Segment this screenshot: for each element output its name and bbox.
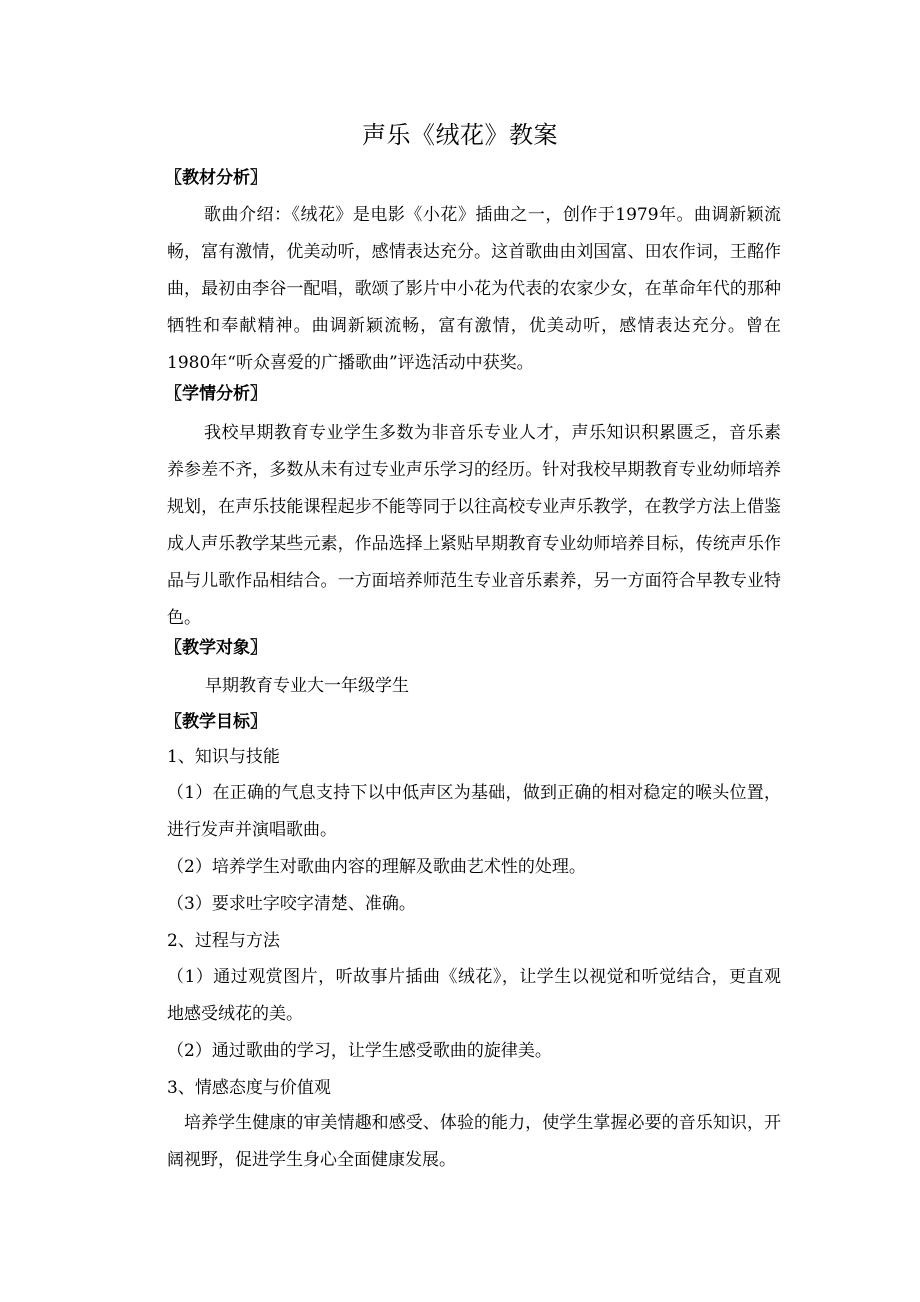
goal-part1-item-3: （3）要求吐字咬字清楚、准确。 <box>167 894 416 914</box>
document-title: 声乐《绒花》教案 <box>362 121 558 149</box>
student-analysis-paragraph: 我校早期教育专业学生多数为非音乐专业人才，声乐知识积累匮乏，音乐素养参差不齐，多数从未有过专业声乐学习的经历。针对我校早期教育专业幼师培养规划，在声乐技能课程起步不能等同于以往高校专业声乐教学，在教学方法上借鉴成人声乐教学某些元素，作品选择上紧贴早期教育专业幼师培养目标，传统声乐作品与儿歌作品相结合。一方面培养师范生专业音乐素养，另一方面符合早教专业特色。 <box>167 423 781 628</box>
goal-part3-paragraph: 培养学生健康的审美情趣和感受、体验的能力，使学生掌握必要的音乐知识，开阔视野，促进学生身心全面健康发展。 <box>167 1113 781 1170</box>
goal-part1-item-2: （2）培养学生对歌曲内容的理解及歌曲艺术性的处理。 <box>167 857 586 877</box>
heading-teaching-goals: 〖教学目标〗 <box>165 712 267 732</box>
goal-part1-title: 1、知识与技能 <box>167 747 280 767</box>
goal-part3-title: 3、情感态度与价值观 <box>167 1078 331 1098</box>
heading-teaching-target: 〖教学对象〗 <box>165 638 267 658</box>
goal-part2-item-1: （1）通过观赏图片，听故事片插曲《绒花》，让学生以视觉和听觉结合，更直观地感受绒花的美。 <box>167 967 781 1024</box>
goal-part1-item-1: （1）在正确的气息支持下以中低声区为基础，做到正确的相对稳定的喉头位置，进行发声并演唱歌曲。 <box>167 783 781 840</box>
heading-student-analysis: 〖学情分析〗 <box>165 384 267 404</box>
material-analysis-paragraph: 歌曲介绍：《绒花》是电影《小花》插曲之一，创作于1979年。曲调新颖流畅，富有激情，优美动听，感情表达充分。这首歌曲由刘国富、田农作词，王酩作曲，最初由李谷一配唱，歌颂了影片中小花为代表的农家少女，在革命年代的那种牺牲和奉献精神。曲调新颖流畅，富有激情，优美动听，感情表达充分。曾在1980年“听众喜爱的广播歌曲”评选活动中获奖。 <box>167 205 781 373</box>
heading-material-analysis: 〖教材分析〗 <box>165 168 267 188</box>
goal-part2-item-2: （2）通过歌曲的学习，让学生感受歌曲的旋律美。 <box>167 1041 552 1061</box>
goal-part2-title: 2、过程与方法 <box>167 931 280 951</box>
teaching-target-text: 早期教育专业大一年级学生 <box>205 676 409 696</box>
